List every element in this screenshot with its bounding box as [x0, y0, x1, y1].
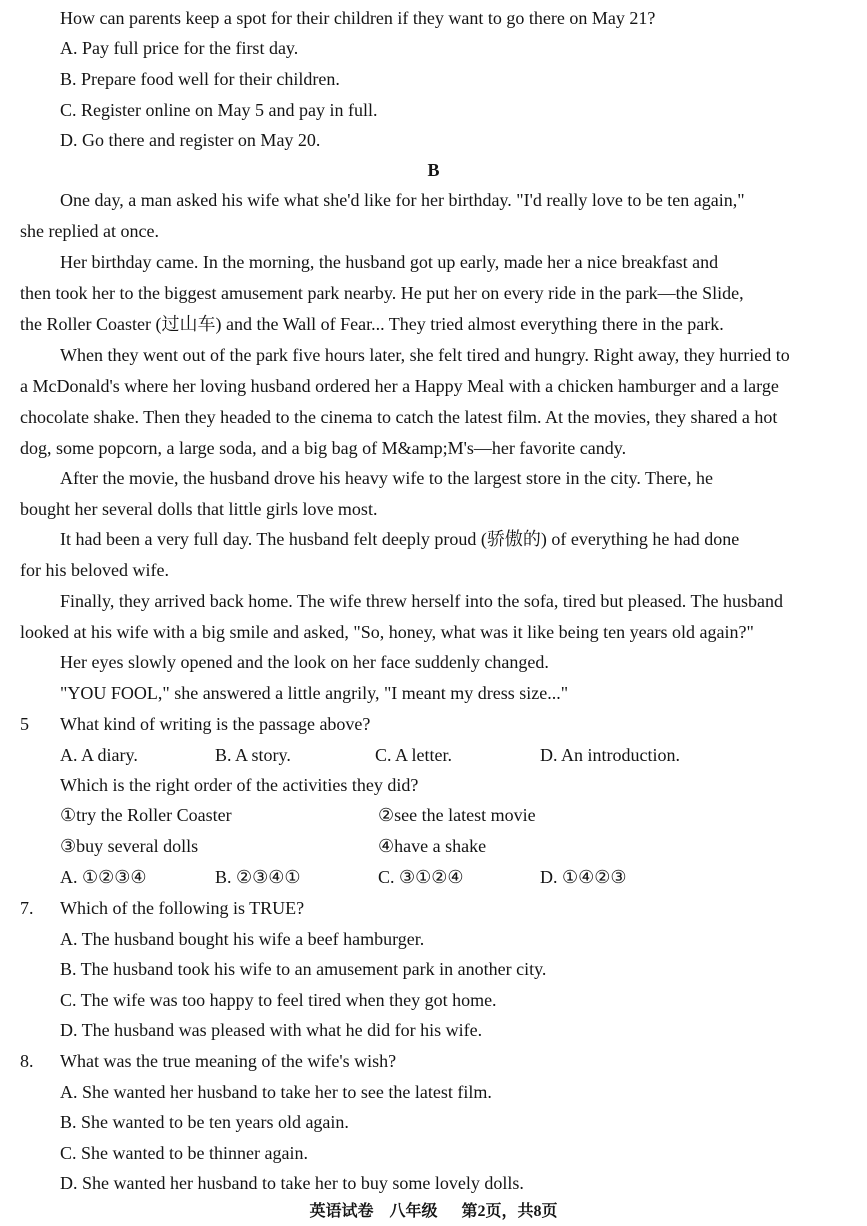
passage-line: It had been a very full day. The husband felt deeply proud (骄傲的) of everything he had done [60, 529, 740, 549]
option-a: A. Pay full price for the first day. [60, 38, 299, 58]
option-d: D. Go there and register on May 20. [60, 130, 321, 150]
option-d: D. An introduction. [540, 745, 680, 765]
question-stem: How can parents keep a spot for their children if they want to go there on May 21? [60, 8, 656, 28]
passage-line: After the movie, the husband drove his heavy wife to the largest store in the city. There, he [60, 468, 713, 488]
passage-line: "YOU FOOL," she answered a little angrily, "I meant my dress size..." [60, 683, 569, 703]
passage-line: Her birthday came. In the morning, the husband got up early, made her a nice breakfast and [60, 252, 719, 272]
option-b: B. A story. [215, 745, 291, 765]
option-c: C. ③①②④ [378, 867, 464, 887]
option-c: C. A letter. [375, 745, 453, 765]
option-a: A. ①②③④ [60, 867, 147, 887]
activity-item: ④have a shake [378, 836, 487, 856]
option-b: B. Prepare food well for their children. [60, 69, 340, 89]
question-stem: Which is the right order of the activities they did? [60, 775, 419, 795]
question-number: 8. [20, 1051, 34, 1071]
option-b: B. She wanted to be ten years old again. [60, 1112, 349, 1132]
option-c: C. The wife was too happy to feel tired when they got home. [60, 990, 497, 1010]
option-c: C. She wanted to be thinner again. [60, 1143, 308, 1163]
passage-line: chocolate shake. Then they headed to the cinema to catch the latest film. At the movies, they shared a hot [20, 407, 778, 427]
option-d: D. ①④②③ [540, 867, 627, 887]
option-a: A. The husband bought his wife a beef hamburger. [60, 929, 425, 949]
option-b: B. The husband took his wife to an amusement park in another city. [60, 959, 547, 979]
question-number: 5 [20, 714, 29, 734]
passage-line: the Roller Coaster (过山车) and the Wall of Fear... They tried almost everything there in the park. [20, 314, 724, 334]
passage-line: Finally, they arrived back home. The wife threw herself into the sofa, tired but pleased. The husband [60, 591, 783, 611]
option-d: D. The husband was pleased with what he did for his wife. [60, 1020, 483, 1040]
question-stem: What kind of writing is the passage above? [60, 714, 371, 734]
passage-line: dog, some popcorn, a large soda, and a big bag of M&amp;M's—her favorite candy. [20, 438, 627, 458]
section-heading: B [427, 160, 440, 180]
activity-item: ③buy several dolls [60, 836, 199, 856]
passage-line: she replied at once. [20, 221, 159, 241]
question-stem: Which of the following is TRUE? [60, 898, 305, 918]
question-number: 7. [20, 898, 34, 918]
passage-line: One day, a man asked his wife what she'd like for her birthday. "I'd really love to be ten again," [60, 190, 745, 210]
question-stem: What was the true meaning of the wife's wish? [60, 1051, 397, 1071]
option-a: A. A diary. [60, 745, 138, 765]
passage-line: Her eyes slowly opened and the look on her face suddenly changed. [60, 652, 549, 672]
option-b: B. ②③④① [215, 867, 301, 887]
activity-item: ①try the Roller Coaster [60, 805, 232, 825]
passage-line: looked at his wife with a big smile and asked, "So, honey, what was it like being ten years old again?" [20, 622, 754, 642]
passage-line: a McDonald's where her loving husband ordered her a Happy Meal with a chicken hamburger and a large [20, 376, 779, 396]
option-c: C. Register online on May 5 and pay in full. [60, 100, 378, 120]
passage-line: for his beloved wife. [20, 560, 169, 580]
passage-line: When they went out of the park five hours later, she felt tired and hungry. Right away, they hurried to [60, 345, 790, 365]
option-a: A. She wanted her husband to take her to see the latest film. [60, 1082, 492, 1102]
passage-line: bought her several dolls that little girls love most. [20, 499, 378, 519]
passage-line: then took her to the biggest amusement park nearby. He put her on every ride in the park—the Slide, [20, 283, 744, 303]
activity-item: ②see the latest movie [378, 805, 536, 825]
option-d: D. She wanted her husband to take her to buy some lovely dolls. [60, 1173, 524, 1193]
page-footer: 英语试卷 八年级 第2页，共8页 [309, 1203, 558, 1220]
